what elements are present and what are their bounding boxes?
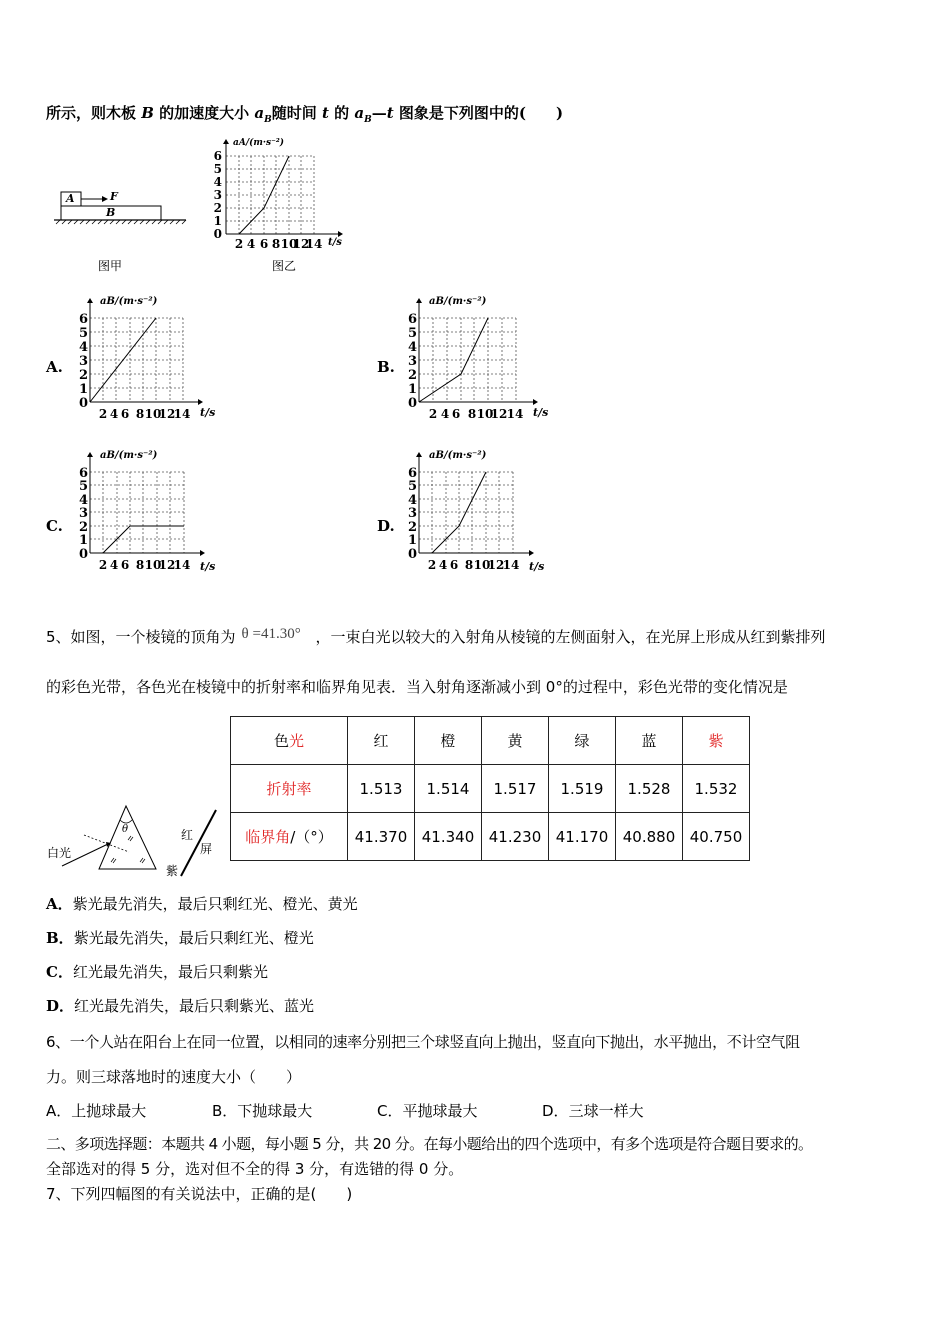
- table-cell: 40.750: [683, 813, 750, 861]
- svg-text:14: 14: [502, 558, 520, 572]
- svg-text:3: 3: [213, 188, 222, 202]
- svg-text:4: 4: [78, 493, 88, 508]
- q6-option-A[interactable]: [46, 1100, 146, 1121]
- svg-text:14: 14: [173, 407, 191, 421]
- svg-text:3: 3: [407, 354, 417, 369]
- var-aB: a: [254, 104, 265, 122]
- svg-text:8: 8: [464, 558, 474, 572]
- header-violet: 紫: [683, 717, 750, 765]
- svg-text:1: 1: [407, 533, 417, 548]
- q5-stem-text: ，一束白光以较大的入射角从棱镜的左侧面射入，在光屏上形成从红到紫排列: [315, 628, 826, 646]
- q4-stem-text: 图象是下列图中的( ): [393, 104, 564, 122]
- white-light-label: 白光: [47, 846, 72, 860]
- x-axis-label: t/s: [328, 237, 342, 248]
- table-cell: 1.528: [616, 765, 683, 813]
- row-label-critical-angle: [231, 813, 348, 861]
- x-axis-label: t/s: [529, 560, 545, 573]
- option-D-label[interactable]: D.: [377, 517, 395, 535]
- svg-text:0: 0: [78, 396, 88, 411]
- table-cell: 41.340: [415, 813, 482, 861]
- option-letter: C．: [377, 1102, 403, 1120]
- section2-instructions-line1: 二、多项选择题：本题共 4 小题，每小题 5 分，共 20 分。在每小题给出的四个选项中，有多个选项是符合题目要求的。: [46, 1135, 813, 1153]
- table-header-row: [231, 717, 750, 765]
- var-t: t: [386, 104, 394, 122]
- q4-stem-dash: —: [371, 104, 387, 122]
- q5-line1: [46, 626, 826, 647]
- theta-label: θ: [122, 824, 129, 835]
- svg-text:1: 1: [407, 382, 417, 397]
- q6-line2: 力。则三球落地时的速度大小（ ）: [46, 1068, 302, 1086]
- q5-option-B[interactable]: [46, 927, 314, 948]
- figure-jia: [44, 180, 194, 240]
- option-letter: C．: [46, 963, 73, 981]
- q6-option-D[interactable]: [542, 1100, 644, 1121]
- theta-formula: θ =41.30°: [241, 626, 301, 642]
- svg-text:3: 3: [407, 506, 417, 521]
- option-letter: A．: [46, 1102, 72, 1120]
- svg-text:0: 0: [407, 547, 417, 562]
- y-axis-label: aB/(m·s⁻²): [100, 296, 158, 307]
- q4-stem-text: 所示，则木板: [46, 104, 142, 122]
- svg-text:5: 5: [213, 162, 222, 176]
- row-label-refractive-index: 折射率: [231, 765, 348, 813]
- block-B-label: B: [106, 206, 116, 219]
- svg-text:14: 14: [173, 558, 191, 572]
- svg-text:4: 4: [213, 175, 222, 189]
- q6-option-C[interactable]: [377, 1100, 478, 1121]
- figure-jia-caption: 图甲: [98, 259, 123, 273]
- graph-aB-t-A: [76, 294, 226, 422]
- table-row-refractive-index: [231, 765, 750, 813]
- row-label-unit: /（°）: [290, 828, 333, 846]
- option-letter: A．: [46, 895, 73, 913]
- option-text: 三球一样大: [568, 1102, 644, 1120]
- svg-text:2: 2: [78, 368, 88, 383]
- red-label: 红: [181, 828, 194, 842]
- svg-text:6: 6: [213, 149, 222, 163]
- svg-text:10: 10: [144, 558, 162, 572]
- svg-text:10: 10: [473, 558, 491, 572]
- option-text: 平抛球最大: [402, 1102, 478, 1120]
- option-text: 上抛球最大: [71, 1102, 147, 1120]
- q4-stem-text: 随时间: [271, 104, 322, 122]
- svg-text:8: 8: [135, 407, 145, 421]
- section2-instructions-line2: 全部选对的得 5 分，选对但不全的得 3 分，有选错的得 0 分。: [46, 1160, 464, 1178]
- svg-text:4: 4: [78, 340, 88, 355]
- q5-stem-text: 5、如图，一个棱镜的顶角为: [46, 628, 236, 646]
- option-text: 紫光最先消失，最后只剩红光、橙光: [73, 929, 314, 947]
- y-axis-label: aB/(m·s⁻²): [100, 450, 158, 461]
- header-green: 绿: [549, 717, 616, 765]
- q5-option-A[interactable]: [46, 893, 358, 914]
- refraction-table: [230, 716, 750, 861]
- graph-aB-t-D: [405, 450, 555, 578]
- svg-text:8: 8: [467, 407, 477, 421]
- q5-line2: 的彩色光带，各色光在棱镜中的折射率和临界角见表．当入射角逐渐减小到 0°的过程中，彩色光带的变化情况是: [46, 678, 788, 696]
- svg-text:1: 1: [78, 533, 88, 548]
- option-D-graph[interactable]: [405, 450, 555, 578]
- option-text: 红光最先消失，最后只剩紫光、蓝光: [74, 997, 315, 1015]
- y-axis-label: aA/(m·s⁻²): [233, 138, 285, 148]
- svg-text:2: 2: [98, 407, 108, 421]
- svg-text:2: 2: [407, 368, 417, 383]
- svg-text:10: 10: [144, 407, 162, 421]
- table-cell: 41.170: [549, 813, 616, 861]
- x-axis-label: t/s: [533, 406, 549, 419]
- svg-text:5: 5: [78, 326, 88, 341]
- graph-aB-t-C: [76, 450, 226, 578]
- table-cell: 1.513: [348, 765, 415, 813]
- header-text: 色: [273, 732, 289, 750]
- svg-text:6: 6: [78, 312, 88, 327]
- option-letter: B．: [212, 1102, 238, 1120]
- header-red: 红: [348, 717, 415, 765]
- svg-text:6: 6: [78, 466, 88, 481]
- svg-text:10: 10: [280, 237, 298, 250]
- block-A-label: A: [66, 192, 75, 205]
- var-aB: a: [354, 104, 365, 122]
- block-diagram: [44, 180, 194, 240]
- svg-text:0: 0: [213, 227, 222, 241]
- svg-text:6: 6: [259, 237, 269, 250]
- svg-text:5: 5: [78, 479, 88, 494]
- svg-text:5: 5: [407, 326, 417, 341]
- svg-text:6: 6: [407, 312, 417, 327]
- row-label-text: 临界角: [245, 828, 291, 846]
- option-A-label[interactable]: A.: [46, 358, 63, 376]
- svg-text:6: 6: [120, 407, 130, 421]
- prism-diagram: [44, 800, 224, 880]
- table-cell: 41.370: [348, 813, 415, 861]
- svg-text:4: 4: [438, 558, 448, 572]
- svg-text:6: 6: [451, 407, 461, 421]
- q5-option-C[interactable]: [46, 961, 268, 982]
- svg-text:6: 6: [120, 558, 130, 572]
- svg-text:1: 1: [78, 382, 88, 397]
- svg-text:2: 2: [78, 520, 88, 535]
- svg-text:3: 3: [78, 354, 88, 369]
- table-cell: 1.519: [549, 765, 616, 813]
- figure-yi-graph: [205, 138, 355, 250]
- header-color-light: [231, 717, 348, 765]
- svg-text:4: 4: [246, 237, 256, 250]
- y-axis-label: aB/(m·s⁻²): [429, 296, 487, 307]
- var-aB-sub: B: [264, 115, 272, 125]
- svg-text:4: 4: [440, 407, 450, 421]
- x-axis-label: t/s: [200, 406, 216, 419]
- svg-text:12: 12: [292, 237, 310, 250]
- header-blue: 蓝: [616, 717, 683, 765]
- svg-text:10: 10: [476, 407, 494, 421]
- header-orange: 橙: [415, 717, 482, 765]
- option-letter: D．: [46, 997, 75, 1015]
- svg-text:3: 3: [78, 506, 88, 521]
- svg-text:12: 12: [158, 407, 176, 421]
- svg-text:2: 2: [428, 407, 438, 421]
- option-B-graph[interactable]: [405, 294, 555, 422]
- figure-yi-caption: 图乙: [272, 259, 297, 273]
- prism-figure: [44, 800, 224, 880]
- table-cell: 1.532: [683, 765, 750, 813]
- svg-text:12: 12: [490, 407, 508, 421]
- svg-text:0: 0: [78, 547, 88, 562]
- q4-stem-text: 的: [328, 104, 355, 122]
- svg-text:2: 2: [98, 558, 108, 572]
- var-B: B: [141, 104, 154, 122]
- q4-stem-text: 的加速度大小: [153, 104, 255, 122]
- svg-text:2: 2: [407, 520, 417, 535]
- header-text-red: 光: [289, 732, 305, 750]
- table-cell: 40.880: [616, 813, 683, 861]
- svg-text:4: 4: [407, 340, 417, 355]
- force-F-label: F: [110, 190, 118, 203]
- table-cell: 1.514: [415, 765, 482, 813]
- header-yellow: 黄: [482, 717, 549, 765]
- y-axis-label: aB/(m·s⁻²): [429, 450, 487, 461]
- var-aB-sub: B: [364, 115, 372, 125]
- option-text: 红光最先消失，最后只剩紫光: [72, 963, 268, 981]
- svg-text:0: 0: [407, 396, 417, 411]
- svg-text:4: 4: [109, 558, 119, 572]
- svg-text:2: 2: [234, 237, 244, 250]
- table-cell: 41.230: [482, 813, 549, 861]
- option-C-label[interactable]: C.: [46, 517, 63, 535]
- x-axis-label: t/s: [200, 560, 216, 573]
- svg-text:6: 6: [449, 558, 459, 572]
- q7-stem: 7、下列四幅图的有关说法中，正确的是( ): [46, 1185, 353, 1203]
- svg-text:12: 12: [487, 558, 505, 572]
- svg-text:8: 8: [135, 558, 145, 572]
- svg-text:2: 2: [213, 201, 222, 215]
- q6-line1: 6、一个人站在阳台上在同一位置，以相同的速率分别把三个球竖直向上抛出，竖直向下抛出，水平抛出，不计空气阻: [46, 1033, 800, 1051]
- q6-option-B[interactable]: [212, 1100, 312, 1121]
- q5-option-D[interactable]: [46, 995, 314, 1016]
- option-C-graph[interactable]: [76, 450, 226, 578]
- svg-text:1: 1: [213, 214, 222, 228]
- graph-aA-t: [205, 138, 355, 250]
- table-cell: 1.517: [482, 765, 549, 813]
- var-t: t: [321, 104, 329, 122]
- option-A-graph[interactable]: [76, 294, 226, 422]
- option-B-label[interactable]: B.: [377, 358, 395, 376]
- svg-text:14: 14: [506, 407, 524, 421]
- svg-text:12: 12: [158, 558, 176, 572]
- violet-label: 紫: [166, 864, 179, 878]
- option-letter: D．: [542, 1102, 569, 1120]
- svg-text:4: 4: [407, 493, 417, 508]
- svg-text:8: 8: [271, 237, 281, 250]
- svg-text:14: 14: [305, 237, 323, 250]
- svg-text:4: 4: [109, 407, 119, 421]
- graph-aB-t-B: [405, 294, 555, 422]
- option-text: 紫光最先消失，最后只剩红光、橙光、黄光: [72, 895, 358, 913]
- svg-text:5: 5: [407, 479, 417, 494]
- screen-label: 屏: [200, 842, 213, 856]
- option-letter: B．: [46, 929, 74, 947]
- q4-stem: [46, 102, 563, 125]
- svg-text:2: 2: [427, 558, 437, 572]
- option-text: 下抛球最大: [237, 1102, 313, 1120]
- table-row-critical-angle: [231, 813, 750, 861]
- svg-text:6: 6: [407, 466, 417, 481]
